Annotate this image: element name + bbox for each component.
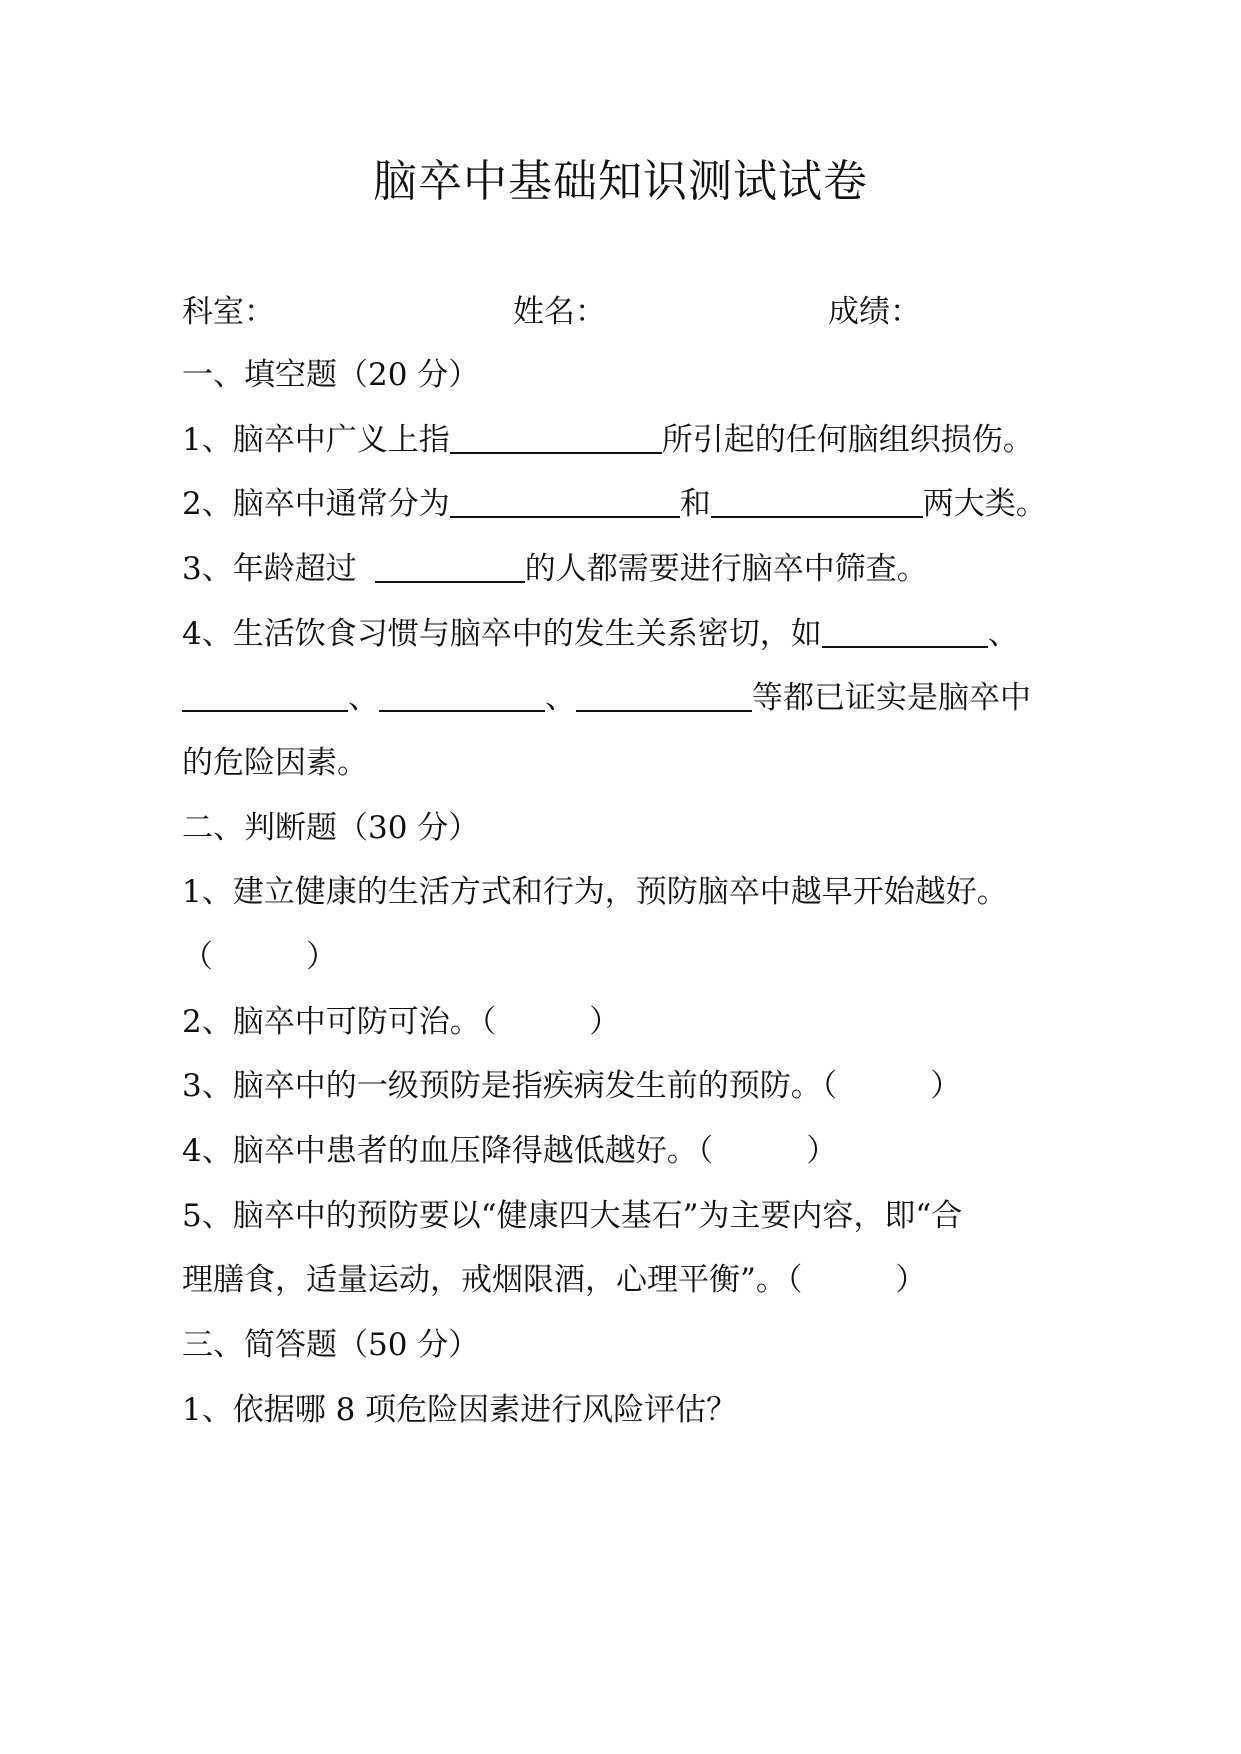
section1-heading: 一、填空题（20 分） xyxy=(182,357,480,393)
judge-question-5-cont: 理膳食，适量运动，戒烟限酒，心理平衡”。（ ） xyxy=(182,1262,927,1298)
q4-separator: 、 xyxy=(987,616,1019,652)
q2-text-before: 2、脑卒中通常分为 xyxy=(182,486,450,522)
q4-text-after: 等都已证实是脑卒中 xyxy=(752,680,1031,716)
q2-text-mid: 和 xyxy=(679,486,711,522)
page-title: 脑卒中基础知识测试试卷 xyxy=(373,156,868,207)
fill-question-4 xyxy=(182,612,1019,656)
section3-heading: 三、简答题（50 分） xyxy=(182,1327,480,1363)
q1-text-after: 所引起的任何脑组织损伤。 xyxy=(661,422,1034,458)
fill-blank[interactable] xyxy=(375,551,525,583)
department-label: 科室： xyxy=(182,294,275,330)
fill-question-2 xyxy=(182,482,1047,526)
fill-question-4-cont2: 的危险因素。 xyxy=(182,745,368,781)
judge-answer-paren[interactable]: （ ） xyxy=(182,939,337,975)
q3-text-before: 3、年龄超过 xyxy=(182,551,357,587)
judge-question-2: 2、脑卒中可防可治。（ ） xyxy=(182,1004,621,1040)
judge-question-1: 1、建立健康的生活方式和行为，预防脑卒中越早开始越好。 xyxy=(182,874,1008,910)
score-label: 成绩： xyxy=(828,294,921,330)
fill-question-4-cont xyxy=(182,676,1031,720)
fill-blank[interactable] xyxy=(711,486,923,518)
fill-question-3 xyxy=(182,547,928,591)
judge-question-3: 3、脑卒中的一级预防是指疾病发生前的预防。（ ） xyxy=(182,1068,962,1104)
fill-blank[interactable] xyxy=(182,680,348,712)
q4-text-before: 4、生活饮食习惯与脑卒中的发生关系密切，如 xyxy=(182,616,822,652)
short-answer-question-1: 1、依据哪 8 项危险因素进行风险评估？ xyxy=(182,1392,738,1428)
fill-question-1 xyxy=(182,418,1034,462)
judge-question-4: 4、脑卒中患者的血压降得越低越好。（ ） xyxy=(182,1133,838,1169)
fill-blank[interactable] xyxy=(822,616,988,648)
q1-text-before: 1、脑卒中广义上指 xyxy=(182,422,450,458)
q4-separator: 、 xyxy=(348,680,379,716)
fill-blank[interactable] xyxy=(450,486,680,518)
fill-blank[interactable] xyxy=(576,680,752,712)
q3-text-after: 的人都需要进行脑卒中筛查。 xyxy=(524,551,928,587)
section2-heading: 二、判断题（30 分） xyxy=(182,810,480,846)
q2-text-after: 两大类。 xyxy=(922,486,1047,522)
q4-separator: 、 xyxy=(545,680,576,716)
fill-blank[interactable] xyxy=(379,680,545,712)
fill-blank[interactable] xyxy=(450,422,662,454)
judge-question-5: 5、脑卒中的预防要以“健康四大基石”为主要内容，即“合 xyxy=(182,1198,963,1234)
name-label: 姓名： xyxy=(513,294,606,330)
